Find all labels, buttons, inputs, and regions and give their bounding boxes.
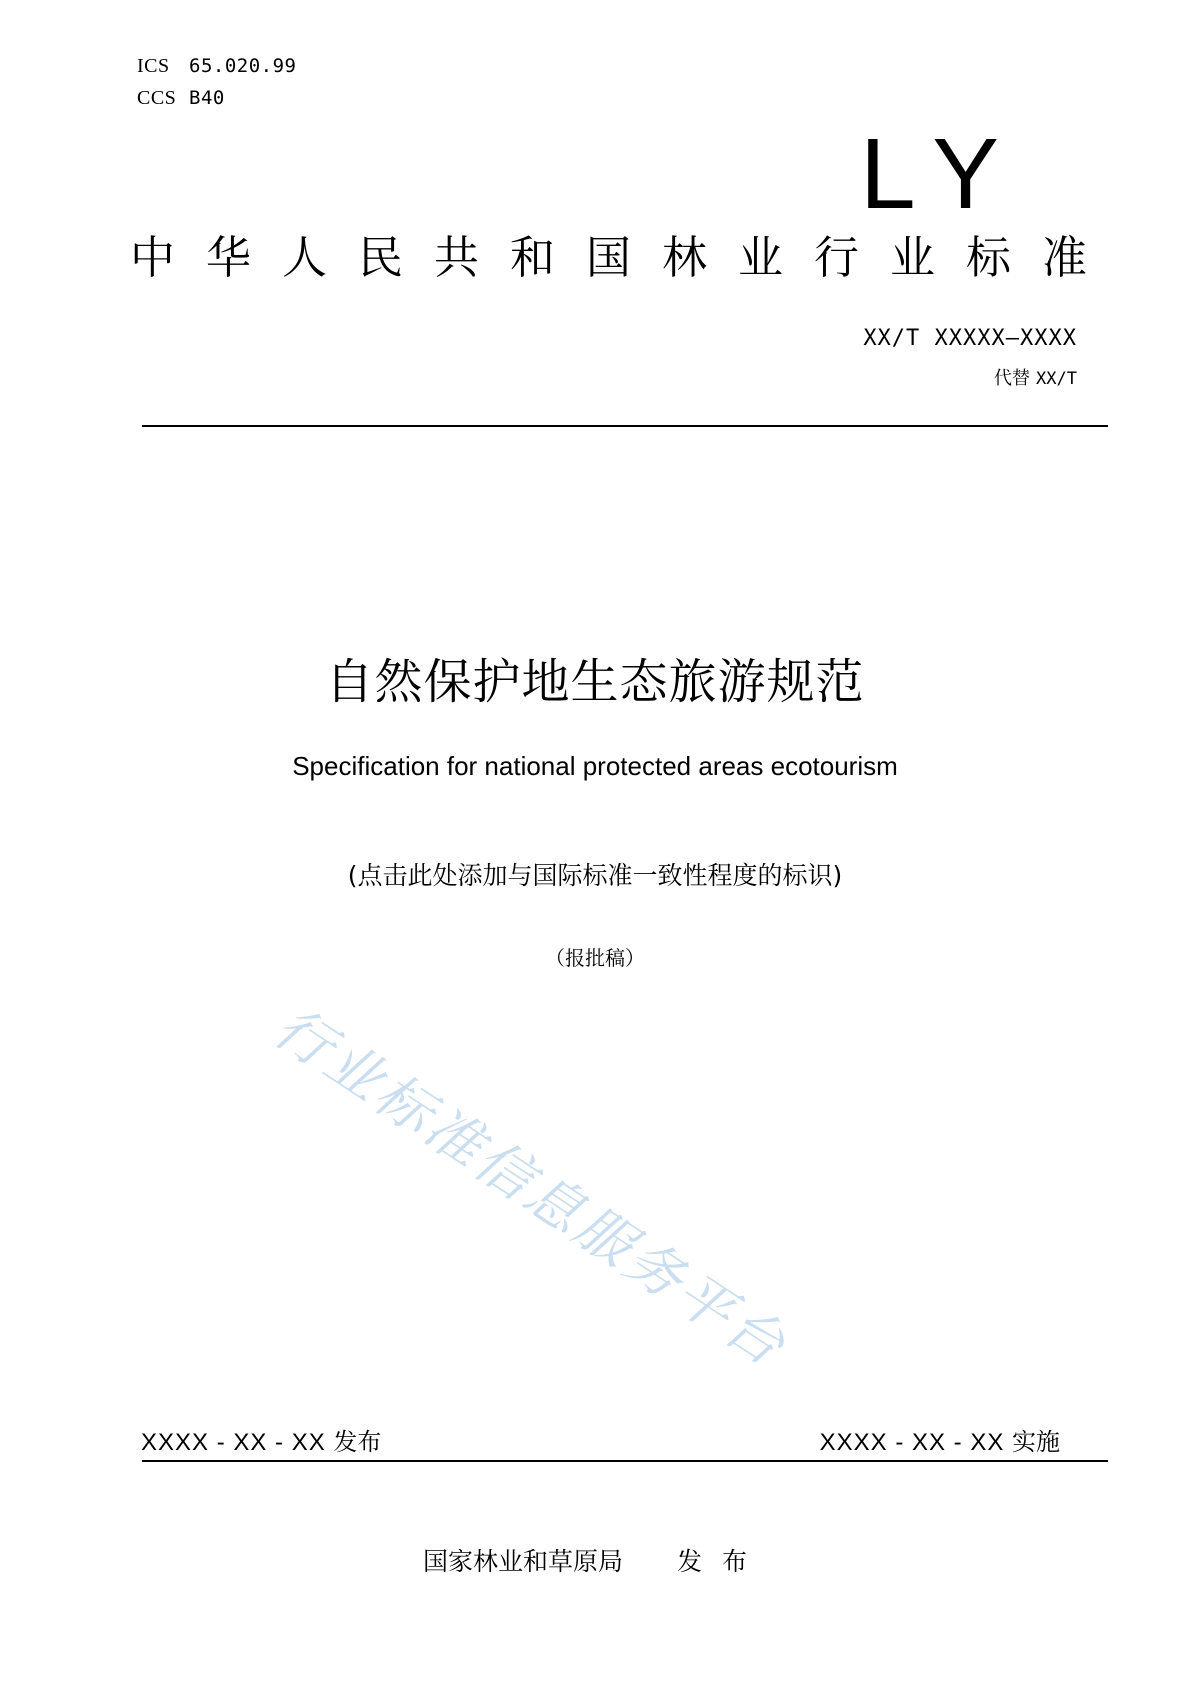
ics-code bbox=[137, 54, 296, 78]
implement-label: 实施 bbox=[1012, 1428, 1060, 1456]
standard-number: XX/T XXXXX—XXXX bbox=[863, 326, 1077, 351]
issue-date-line bbox=[141, 1426, 381, 1459]
document-title-english: Specification for national protected areas ecotourism bbox=[292, 751, 898, 781]
publisher-line bbox=[0, 1545, 1190, 1579]
implement-date-line bbox=[820, 1426, 1060, 1459]
draft-stage: （报批稿） bbox=[545, 946, 645, 970]
header-divider bbox=[142, 425, 1108, 427]
document-title-chinese: 自然保护地生态旅游规范 bbox=[325, 654, 865, 710]
publish-action: 发布 bbox=[677, 1547, 768, 1576]
standard-category-title: 中华人民共和国林业行业标准 bbox=[130, 231, 1119, 284]
ccs-code bbox=[137, 86, 225, 110]
issue-label: 发布 bbox=[333, 1428, 382, 1456]
ics-label: ICS bbox=[137, 55, 170, 77]
issue-date: XXXX - XX - XX bbox=[141, 1429, 326, 1456]
replaces-label: 代替 bbox=[994, 368, 1031, 389]
watermark-text: 行业标准信息服务平台 bbox=[262, 995, 799, 1381]
ccs-label: CCS bbox=[137, 87, 177, 109]
footer-divider bbox=[142, 1460, 1108, 1462]
implement-date: XXXX - XX - XX bbox=[819, 1429, 1005, 1456]
ics-value: 65.020.99 bbox=[189, 55, 297, 77]
ccs-value: B40 bbox=[189, 87, 225, 109]
ly-logo: LY bbox=[860, 118, 1023, 230]
replaces-line bbox=[994, 364, 1077, 390]
replaces-value: XX/T bbox=[1036, 369, 1077, 389]
consistency-note: (点击此处添加与国际标准一致性程度的标识) bbox=[347, 861, 843, 890]
publisher-name: 国家林业和草原局 bbox=[422, 1547, 623, 1576]
